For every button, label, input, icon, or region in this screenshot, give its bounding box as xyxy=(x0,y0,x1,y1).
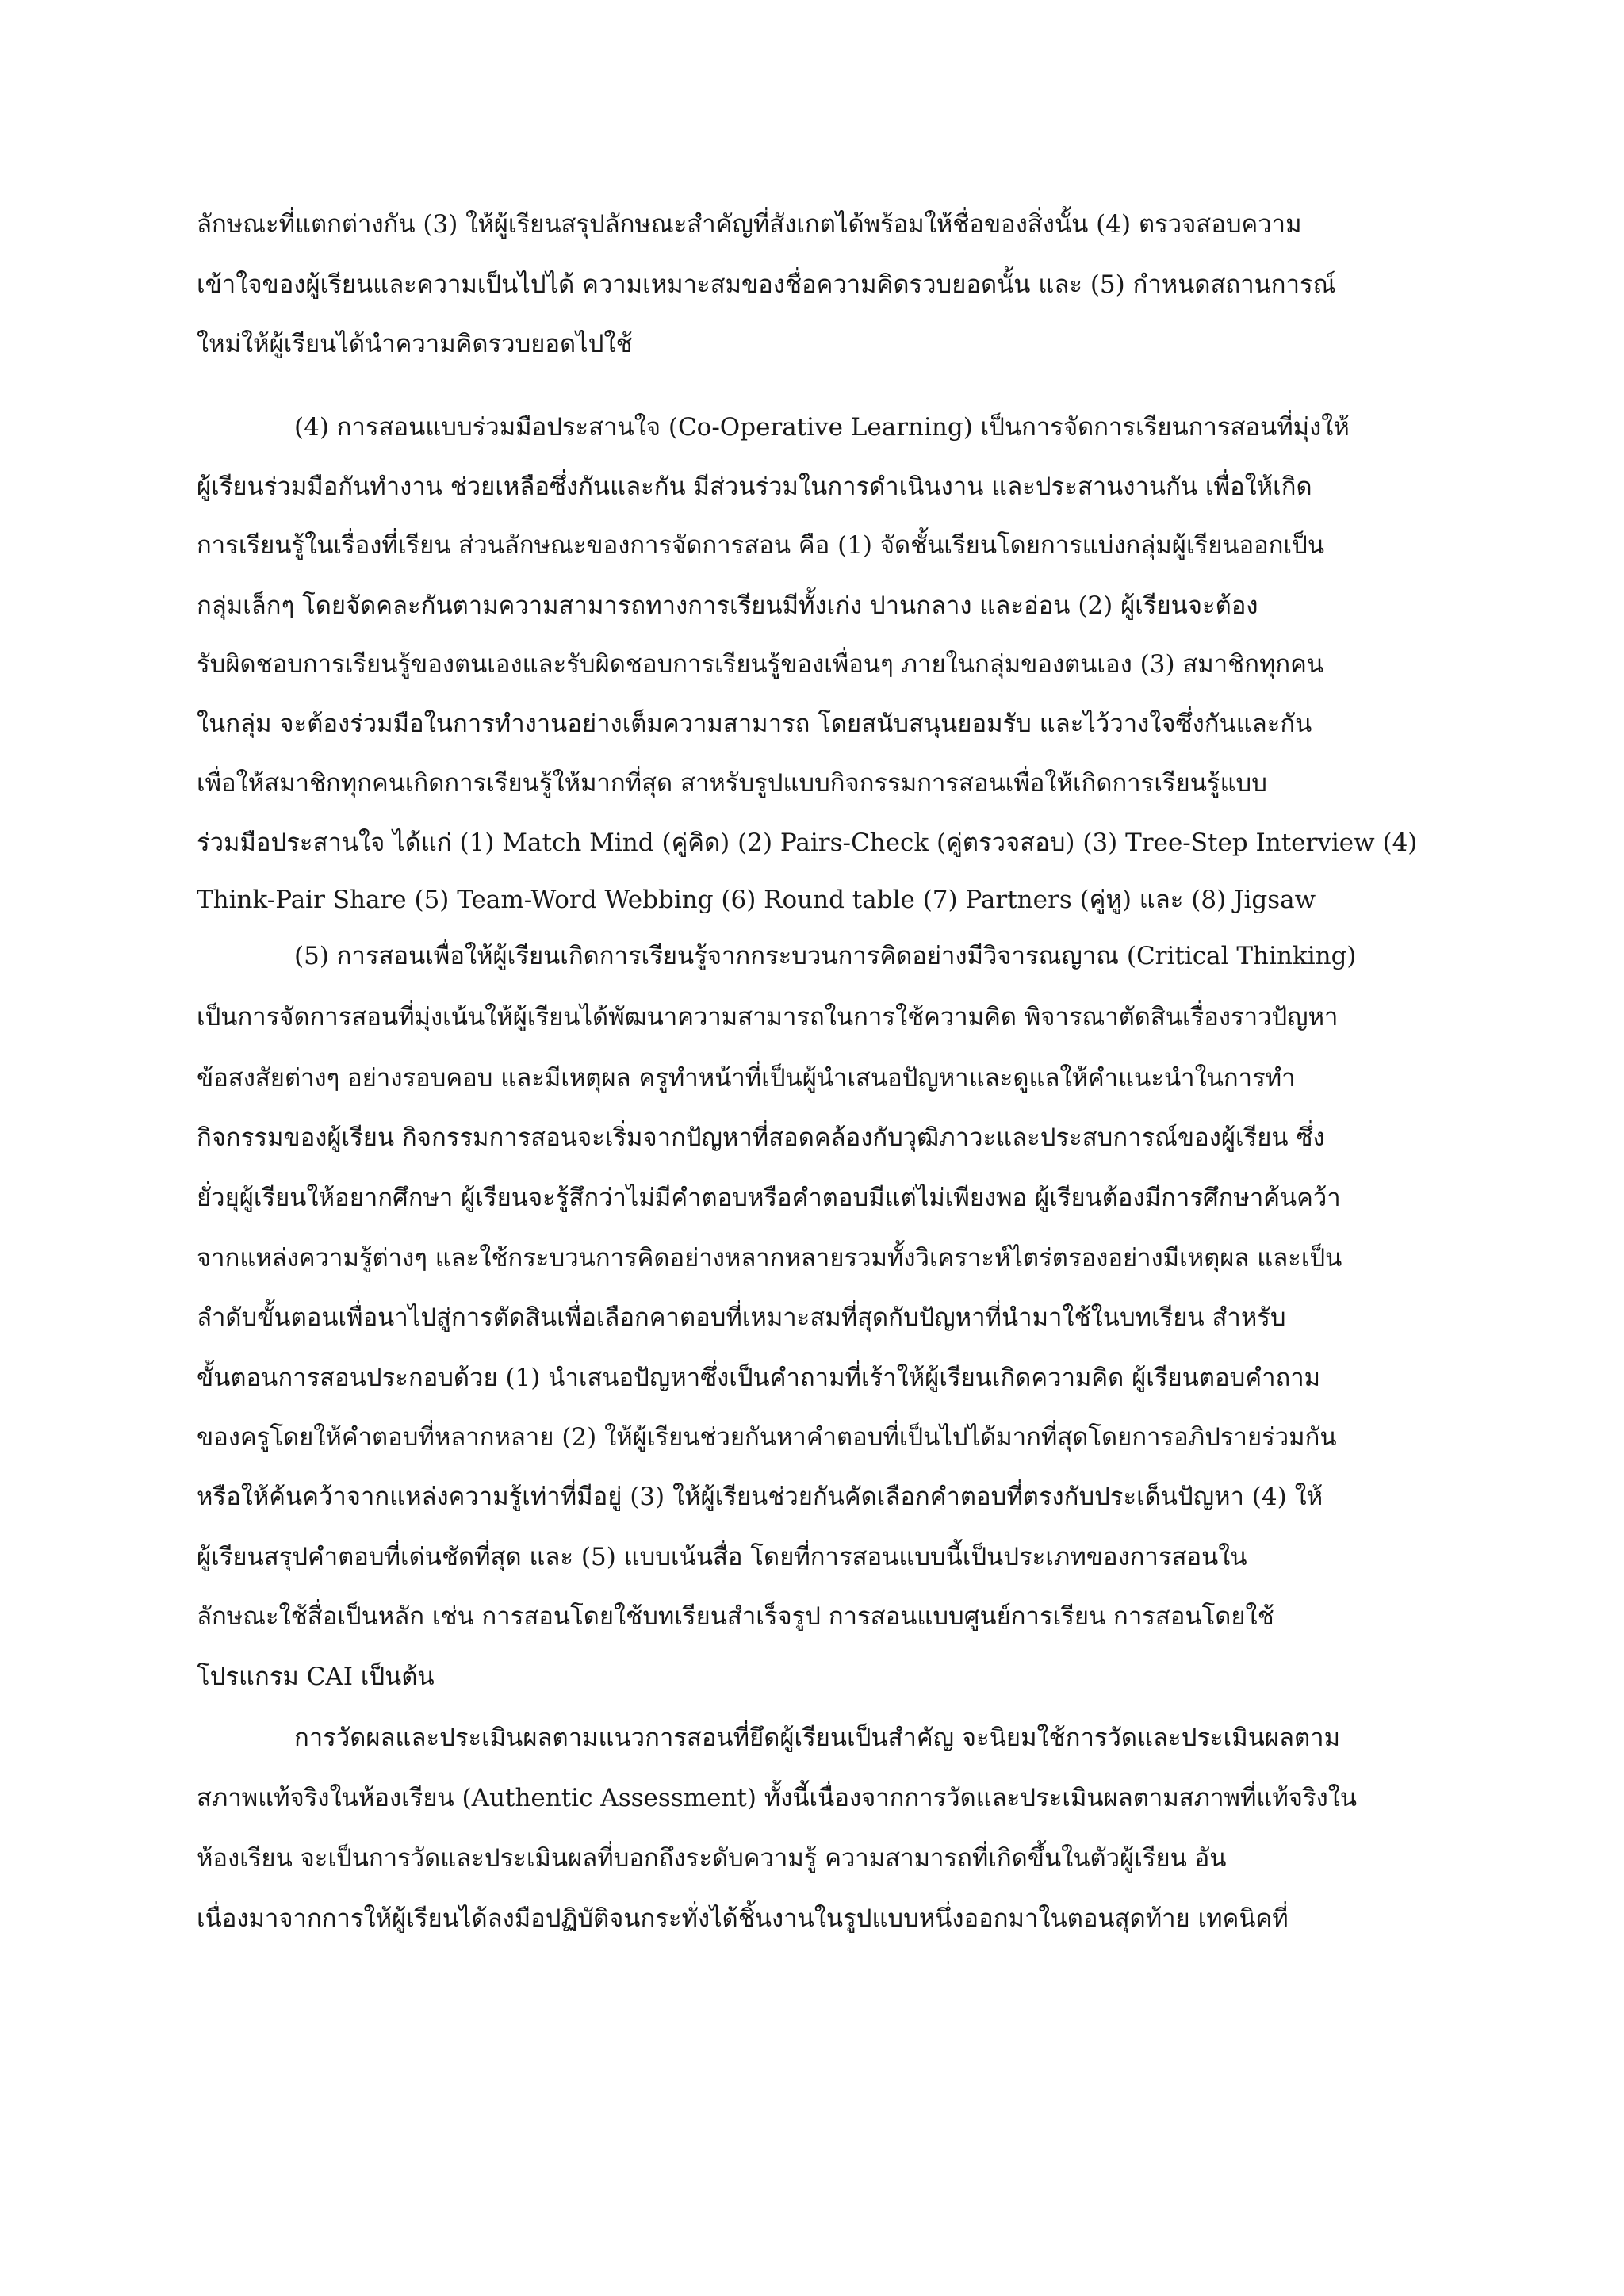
text-line: การวัดผลและประเมินผลตามแนวการสอนที่ยึดผู้เรียนเป็นสำคัญ จะนิยมใช้การวัดและประเมินผลตาม xyxy=(294,1724,1341,1752)
text-line: ในกลุ่ม จะต้องร่วมมือในการทำงานอย่างเต็มความสามารถ โดยสนับสนุนยอมรับ และไว้วางใจซึ่งกันและกัน xyxy=(197,710,1312,738)
text-line: ยั่วยุผู้เรียนให้อยากศึกษา ผู้เรียนจะรู้สึกว่าไม่มีคำตอบหรือคำตอบมีแต่ไม่เพียงพอ ผู้เรียนต้องมีการศึกษาค้นคว้า xyxy=(197,1184,1341,1212)
text-line: ลักษณะใช้สื่อเป็นหลัก เช่น การสอนโดยใช้บทเรียนสำเร็จรูป การสอนแบบศูนย์การเรียน การสอนโดยใช้ xyxy=(197,1602,1274,1631)
text-line: ลำดับขั้นตอนเพื่อนาไปสู่การตัดสินเพื่อเลือกคาตอบที่เหมาะสมที่สุดกับปัญหาที่นำมาใช้ในบทเรียน สำหรับ xyxy=(197,1303,1286,1332)
text-line: กลุ่มเล็กๆ โดยจัดคละกันตามความสามารถทางการเรียนมีทั้งเก่ง ปานกลาง และอ่อน (2) ผู้เรียนจะต้อง xyxy=(197,591,1258,620)
text-line: Think-Pair Share (5) Team-Word Webbing (6) Round table (7) Partners (คู่หู) และ (8) Jigsaw xyxy=(197,886,1316,914)
text-line: ข้อสงสัยต่างๆ อย่างรอบคอบ และมีเหตุผล ครูทำหน้าที่เป็นผู้นำเสนอปัญหาและดูแลให้คำแนะนำในการทำ xyxy=(197,1064,1296,1093)
text-line: ผู้เรียนสรุปคำตอบที่เด่นชัดที่สุด และ (5) แบบเน้นสื่อ โดยที่การสอนแบบนี้เป็นประเภทของการสอนใน xyxy=(197,1543,1247,1571)
text-line: โปรแกรม CAI เป็นต้น xyxy=(197,1663,435,1691)
text-line: ร่วมมือประสานใจ ได้แก่ (1) Match Mind (คู่คิด) (2) Pairs-Check (คู่ตรวจสอบ) (3) Tree-Step Interview (4) xyxy=(197,828,1418,857)
text-line: ใหม่ให้ผู้เรียนได้นำความคิดรวบยอดไปใช้ xyxy=(197,330,633,358)
text-line: (4) การสอนแบบร่วมมือประสานใจ (Co-Operative Learning) เป็นการจัดการเรียนการสอนที่มุ่งให้ xyxy=(294,413,1350,442)
text-line: สภาพแท้จริงในห้องเรียน (Authentic Assessment) ทั้งนี้เนื่องจากการวัดและประเมินผลตามสภาพที่แท้จริงใน xyxy=(197,1784,1358,1812)
text-line: ของครูโดยให้คำตอบที่หลากหลาย (2) ให้ผู้เรียนช่วยกันหาคำตอบที่เป็นไปได้มากที่สุดโดยการอภิปรายร่วมกัน xyxy=(197,1423,1337,1452)
text-line: เป็นการจัดการสอนที่มุ่งเน้นให้ผู้เรียนได้พัฒนาความสามารถในการใช้ความคิด พิจารณาตัดสินเรื่องราวปัญหา xyxy=(197,1003,1339,1031)
text-line: เนื่องมาจากการให้ผู้เรียนได้ลงมือปฏิบัติจนกระทั่งได้ชิ้นงานในรูปแบบหนึ่งออกมาในตอนสุดท้าย เทคนิคที่ xyxy=(197,1904,1289,1933)
text-line: (5) การสอนเพื่อให้ผู้เรียนเกิดการเรียนรู้จากกระบวนการคิดอย่างมีวิจารณญาณ (Critical Thinking) xyxy=(294,942,1357,970)
text-line: รับผิดชอบการเรียนรู้ของตนเองและรับผิดชอบการเรียนรู้ของเพื่อนๆ ภายในกลุ่มของตนเอง (3) สมาชิกทุกคน xyxy=(197,650,1324,679)
text-line: เพื่อให้สมาชิกทุกคนเกิดการเรียนรู้ให้มากที่สุด สาหรับรูปแบบกิจกรรมการสอนเพื่อให้เกิดการเรียนรู้แบบ xyxy=(197,769,1267,798)
text-line: ผู้เรียนร่วมมือกันทำงาน ช่วยเหลือซึ่งกันและกัน มีส่วนร่วมในการดำเนินงาน และประสานงานกัน เพื่อให้เกิด xyxy=(197,473,1312,501)
text-line: ลักษณะที่แตกต่างกัน (3) ให้ผู้เรียนสรุปลักษณะสำคัญที่สังเกตได้พร้อมให้ชื่อของสิ่งนั้น (4) ตรวจสอบความ xyxy=(197,210,1302,239)
text-line: ขั้นตอนการสอนประกอบด้วย (1) นำเสนอปัญหาซึ่งเป็นคำถามที่เร้าให้ผู้เรียนเกิดความคิด ผู้เรียนตอบคำถาม xyxy=(197,1364,1321,1392)
text-line: หรือให้ค้นคว้าจากแหล่งความรู้เท่าที่มีอยู่ (3) ให้ผู้เรียนช่วยกันคัดเลือกคำตอบที่ตรงกับประเด็นปัญหา (4) ให้ xyxy=(197,1483,1323,1511)
text-line: เข้าใจของผู้เรียนและความเป็นไปได้ ความเหมาะสมของชื่อความคิดรวบยอดนั้น และ (5) กำหนดสถานการณ์ xyxy=(197,270,1336,299)
text-line: การเรียนรู้ในเรื่องที่เรียน ส่วนลักษณะของการจัดการสอน คือ (1) จัดชั้นเรียนโดยการแบ่งกลุ่มผู้เรียนออกเป็น xyxy=(197,531,1325,560)
text-line: ห้องเรียน จะเป็นการวัดและประเมินผลที่บอกถึงระดับความรู้ ความสามารถที่เกิดขึ้นในตัวผู้เรียน อัน xyxy=(197,1844,1227,1873)
text-line: กิจกรรมของผู้เรียน กิจกรรมการสอนจะเริ่มจากปัญหาที่สอดคล้องกับวุฒิภาวะและประสบการณ์ของผู้เรียน ซึ่ง xyxy=(197,1123,1325,1152)
text-line: จากแหล่งความรู้ต่างๆ และใช้กระบวนการคิดอย่างหลากหลายรวมทั้งวิเคราะห์ไตร่ตรองอย่างมีเหตุผล และเป็น xyxy=(197,1244,1342,1272)
